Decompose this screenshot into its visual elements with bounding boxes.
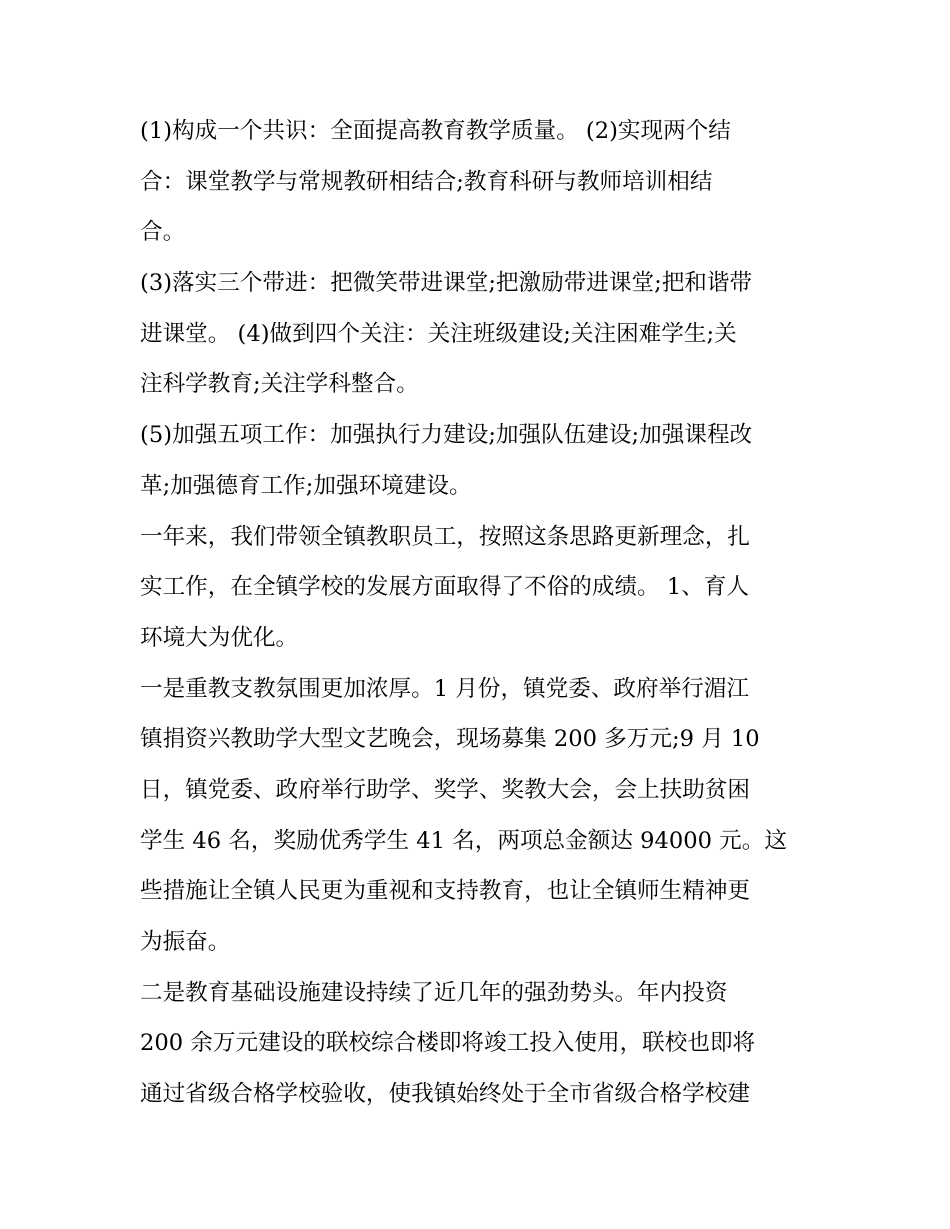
text-line: 实工作，在全镇学校的发展方面取得了不俗的成绩。 1、育人 [140, 574, 749, 601]
text-line: 日，镇党委、政府举行助学、奖学、奖教大会，会上扶助贫困 [140, 776, 751, 803]
text-line: (5)加强五项工作：加强执行力建设;加强队伍建设;加强课程改 [140, 422, 753, 449]
text-line: 注科学教育;关注学科整合。 [140, 371, 419, 398]
text-line: 二是教育基础设施建设持续了近几年的强劲势头。年内投资 [140, 979, 728, 1006]
text-line: 环境大为优化。 [140, 624, 299, 651]
text-line: 进课堂。 (4)做到四个关注：关注班级建设;关注困难学生;关 [140, 320, 737, 347]
text-line: 通过省级合格学校验收，使我镇始终处于全市省级合格学校建 [140, 1081, 751, 1108]
text-line: 些措施让全镇人民更为重视和支持教育，也让全镇师生精神更 [140, 878, 751, 905]
paragraph-3 [140, 410, 815, 511]
text-line: 合：课堂教学与常规教研相结合;教育科研与教师培训相结 [140, 168, 713, 195]
text-line: 一是重教支教氛围更加浓厚。1 月份，镇党委、政府举行湄江 [140, 675, 749, 702]
paragraph-4 [140, 512, 815, 664]
text-line: 镇捐资兴教助学大型文艺晚会，现场募集 200 多万元;9 月 10 [140, 726, 760, 753]
text-line: 革;加强德育工作;加强环境建设。 [140, 472, 472, 499]
document-body [140, 106, 815, 1120]
paragraph-5 [140, 664, 815, 968]
paragraph-2 [140, 258, 815, 410]
paragraph-1 [140, 106, 815, 258]
text-line: 一年来，我们带领全镇教职员工，按照这条思路更新理念，扎 [140, 523, 751, 550]
text-line: (1)构成一个共识：全面提高教育教学质量。 (2)实现两个结 [140, 118, 731, 144]
text-line: 200 余万元建设的联校综合楼即将竣工投入使用，联校也即将 [140, 1030, 756, 1057]
text-line: 合。 [140, 219, 186, 246]
text-line: 为振奋。 [140, 929, 231, 955]
text-line: 学生 46 名，奖励优秀学生 41 名，两项总金额达 94000 元。这 [140, 827, 787, 854]
text-line: (3)落实三个带进：把微笑带进课堂;把激励带进课堂;把和谐带 [140, 270, 753, 297]
paragraph-6 [140, 968, 815, 1120]
